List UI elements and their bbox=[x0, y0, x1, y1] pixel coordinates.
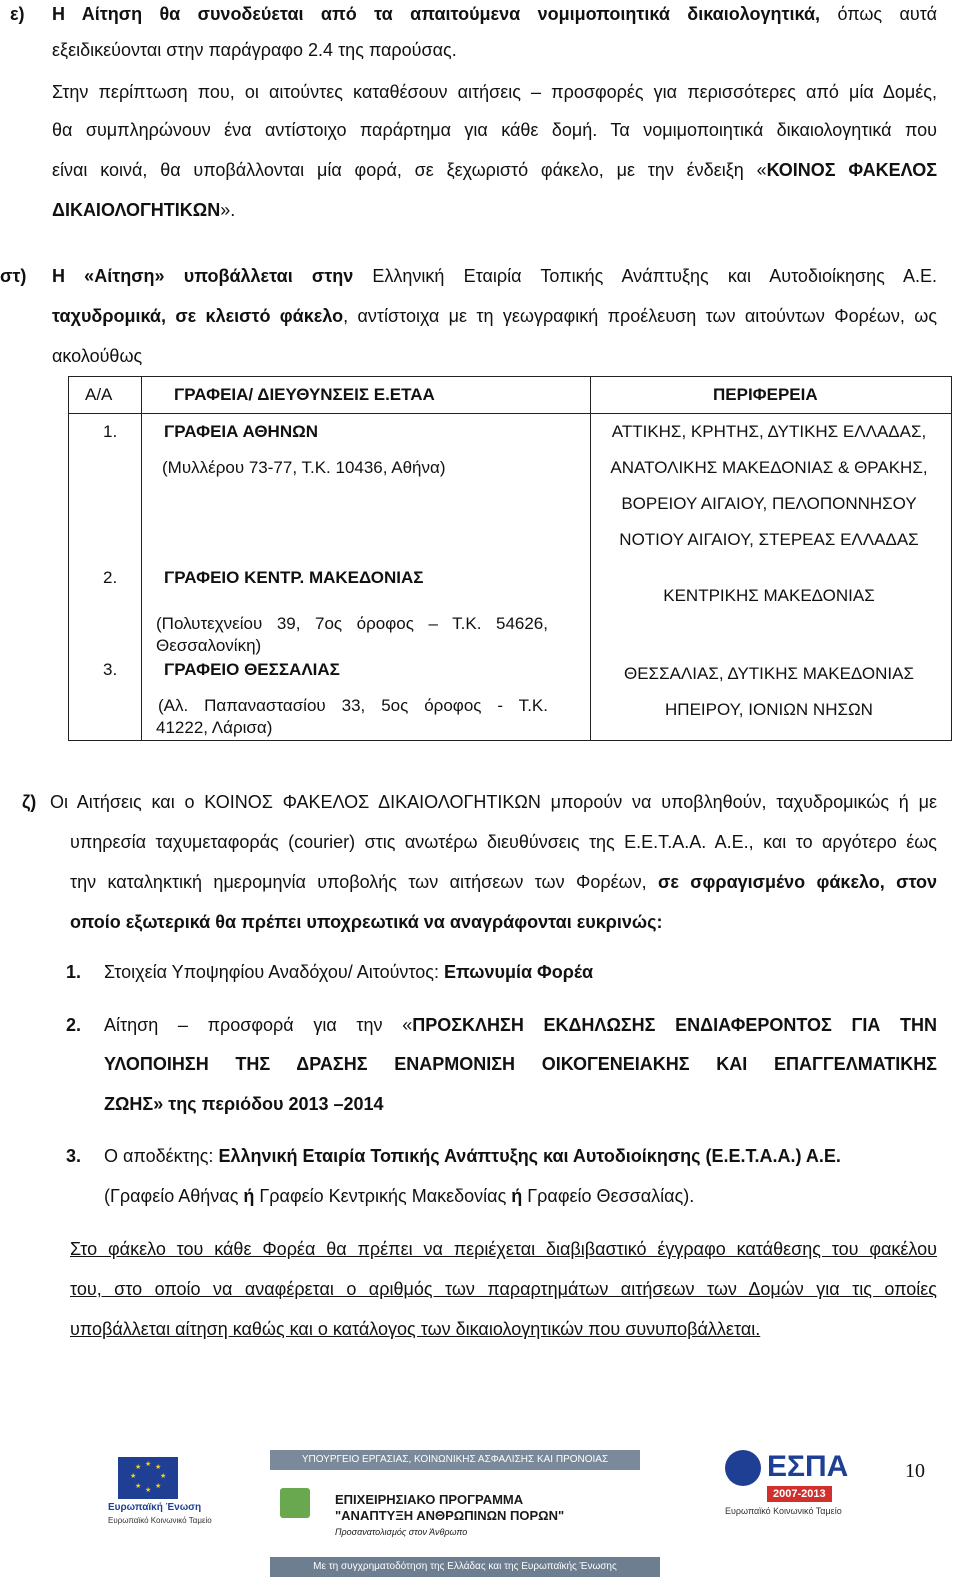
item-3-recipient: Ελληνική Εταιρία Τοπικής Ανάπτυξης και Αυτοδιοίκησης (Ε.Ε.Τ.Α.Α.) Α.Ε. bbox=[213, 1146, 841, 1166]
header-region-cell bbox=[591, 377, 952, 414]
section-e-text-6 bbox=[52, 198, 235, 222]
row2-region-cell bbox=[591, 560, 952, 656]
item-3-office-athens: (Γραφείο Αθήνας bbox=[104, 1186, 244, 1206]
section-e-folder-label-1: ΚΟΙΝΟΣ ΦΑΚΕΛΟΣ bbox=[766, 160, 937, 180]
row3-num-cell bbox=[69, 656, 142, 741]
section-e-lead: Η Αίτηση θα συνοδεύεται από τα απαιτούμενα νομιμοποιητικά δικαιολογητικά, bbox=[52, 4, 821, 24]
item-1-value: Επωνυμία Φορέα bbox=[438, 962, 594, 982]
note-text-1: Στο φάκελο του κάθε Φορέα θα πρέπει να περιέχεται διαβιβαστικό έγγραφο κατάθεσης του φακέλου bbox=[70, 1239, 937, 1259]
section-z-text-3 bbox=[70, 870, 937, 894]
row1-region-4: ΝΟΤΙΟΥ ΑΙΓΑΙΟΥ, ΣΤΕΡΕΑΣ ΕΛΛΑΔΑΣ bbox=[619, 530, 919, 549]
header-region: ΠΕΡΙΦΕΡΕΙΑ bbox=[713, 385, 818, 404]
item-3-office-thessaly: Γραφείο Θεσσαλίας). bbox=[522, 1186, 695, 1206]
row3-address-1: (Αλ. Παπαναστασίου 33, 5ος όροφος - Τ.Κ. bbox=[158, 696, 548, 715]
espa-emblem-icon bbox=[725, 1450, 761, 1486]
header-aa-cell bbox=[69, 377, 142, 414]
section-z-marker: ζ) bbox=[22, 792, 37, 812]
section-e-text-6b: ». bbox=[220, 200, 236, 220]
row1-num-cell bbox=[69, 414, 142, 561]
row3-num: 3. bbox=[103, 660, 118, 679]
row3-region-1: ΘΕΣΣΑΛΙΑΣ, ΔΥΤΙΚΗΣ ΜΑΚΕΔΟΝΙΑΣ bbox=[624, 664, 914, 683]
row1-num: 1. bbox=[103, 422, 118, 441]
section-e-text-2: εξειδικεύονται στην παράγραφο 2.4 της παρούσας. bbox=[52, 40, 457, 60]
section-st-lead: Η «Αίτηση» υποβάλλεται στην bbox=[52, 266, 354, 286]
section-e-line-5 bbox=[0, 158, 960, 182]
item-3-or-2: ή bbox=[511, 1186, 523, 1206]
item-3-or-1: ή bbox=[243, 1186, 255, 1206]
item-3-office-macedonia: Γραφείο Κεντρικής Μακεδονίας bbox=[254, 1186, 512, 1206]
section-z-line-2 bbox=[0, 830, 960, 854]
table-header-row bbox=[69, 377, 952, 414]
espa-name: ΕΣΠΑ bbox=[767, 1450, 849, 1483]
section-st-marker: στ) bbox=[0, 266, 27, 286]
note-line-2 bbox=[0, 1277, 960, 1301]
section-z-line-4 bbox=[0, 910, 960, 934]
section-e-marker: ε) bbox=[10, 4, 25, 24]
cofinance-banner: Με τη συγχρηματοδότηση της Ελλάδας και της Ευρωπαϊκής Ένωσης bbox=[270, 1557, 660, 1577]
row1-office: ΓΡΑΦΕΙΑ ΑΘΗΝΩΝ bbox=[164, 422, 319, 441]
section-e-line-6 bbox=[0, 198, 960, 222]
row2-num: 2. bbox=[103, 568, 118, 587]
row3-region-cell bbox=[591, 656, 952, 741]
item-2-title-3: ΖΩΗΣ» της περιόδου 2013 –2014 bbox=[104, 1094, 384, 1114]
section-st-line-1 bbox=[0, 264, 960, 288]
section-e-text-5 bbox=[52, 158, 937, 182]
row2-num-cell bbox=[69, 560, 142, 656]
item-2-text-1 bbox=[104, 1013, 937, 1037]
row2-address-2: Θεσσαλονίκη) bbox=[156, 636, 262, 655]
item-1-label: Στοιχεία Υποψηφίου Αναδόχου/ Αιτούντος: bbox=[104, 962, 439, 982]
table-row bbox=[69, 414, 952, 561]
item-2-label: Αίτηση – προσφορά για την « bbox=[104, 1015, 413, 1035]
header-offices-cell bbox=[142, 377, 591, 414]
row2-address-1: (Πολυτεχνείου 39, 7ος όροφος – Τ.Κ. 54626, bbox=[156, 614, 548, 633]
item-1-text bbox=[104, 960, 593, 984]
list-item bbox=[0, 960, 960, 984]
row3-region-2: ΗΠΕΙΡΟΥ, ΙΟΝΙΩΝ ΝΗΣΩΝ bbox=[665, 700, 873, 719]
section-e-text-3: Στην περίπτωση που, οι αιτούντες καταθέσουν αιτήσεις – προσφορές για περισσότερες από μία Δομές, bbox=[52, 82, 937, 102]
row1-office-cell bbox=[142, 414, 591, 561]
section-z-line-3 bbox=[0, 870, 960, 894]
section-e-lead-tail: όπως αυτά bbox=[820, 4, 937, 24]
row1-region-cell bbox=[591, 414, 952, 561]
table-row bbox=[69, 560, 952, 656]
page-number: 10 bbox=[905, 1460, 925, 1482]
row1-region-3: ΒΟΡΕΙΟΥ ΑΙΓΑΙΟΥ, ΠΕΛΟΠΟΝΝΗΣΟΥ bbox=[621, 494, 917, 513]
note-line-1 bbox=[0, 1237, 960, 1261]
row1-address: (Μυλλέρου 73-77, Τ.Κ. 10436, Αθήνα) bbox=[162, 458, 446, 477]
operational-programme-logo-icon bbox=[280, 1488, 310, 1518]
footer-logos bbox=[0, 1440, 960, 1580]
section-st-line-3 bbox=[0, 344, 960, 368]
item-2-title-1: ΠΡΟΣΚΛΗΣΗ ΕΚΔΗΛΩΣΗΣ ΕΝΔΙΑΦΕΡΟΝΤΟΣ ΓΙΑ ΤΗΝ bbox=[412, 1015, 937, 1035]
row2-office: ΓΡΑΦΕΙΟ ΚΕΝΤΡ. ΜΑΚΕΔΟΝΙΑΣ bbox=[164, 568, 424, 587]
section-st-text-2 bbox=[52, 304, 937, 328]
item-2-title-2: ΥΛΟΠΟΙΗΣΗ ΤΗΣ ΔΡΑΣΗΣ ΕΝΑΡΜΟΝΙΣΗ ΟΙΚΟΓΕΝΕΙΑΚΗΣ ΚΑΙ ΕΠΑΓΓΕΛΜΑΤΙΚΗΣ bbox=[104, 1054, 937, 1074]
section-z-text-3b: σε σφραγισμένο φάκελο, στον bbox=[646, 872, 937, 892]
ministry-banner: ΥΠΟΥΡΓΕΙΟ ΕΡΓΑΣΙΑΣ, ΚΟΙΝΩΝΙΚΗΣ ΑΣΦΑΛΙΣΗΣ ΚΑΙ ΠΡΟΝΟΙΑΣ bbox=[270, 1450, 640, 1470]
section-z-text-3a: την καταληκτική ημερομηνία υποβολής των αιτήσεων των Φορέων, bbox=[70, 872, 647, 892]
header-aa: Α/Α bbox=[85, 385, 113, 404]
section-e-line-4 bbox=[0, 118, 960, 142]
eu-sub-label: Ευρωπαϊκό Κοινωνικό Ταμείο bbox=[108, 1516, 212, 1525]
section-z-text-2: υπηρεσία ταχυμεταφοράς (courier) στις ανωτέρω διευθύνσεις της Ε.Ε.Τ.Α.Α. Α.Ε., και το αργότερο έως bbox=[70, 832, 937, 852]
section-e-line-1 bbox=[0, 2, 960, 26]
row2-office-cell bbox=[142, 560, 591, 656]
section-e-text-4: θα συμπληρώνουν ένα αντίστοιχο παράρτημα για κάθε δομή. Τα νομιμοποιητικά δικαιολογητικά που bbox=[52, 120, 937, 140]
eu-flag-icon: ★ ★ ★ ★ ★ ★ ★ ★ bbox=[118, 1457, 178, 1499]
operational-programme-text bbox=[335, 1492, 564, 1540]
section-st-tail-2: , αντίστοιχα με τη γεωγραφική προέλευση των αιτούντων Φορέων, ως bbox=[343, 306, 937, 326]
item-2-line-3 bbox=[0, 1092, 960, 1116]
item-2-number: 2. bbox=[66, 1015, 82, 1035]
item-3-number: 3. bbox=[66, 1146, 82, 1166]
section-st-text-1 bbox=[52, 264, 937, 288]
list-item bbox=[0, 1013, 960, 1037]
espa-sub: Ευρωπαϊκό Κοινωνικό Ταμείο bbox=[725, 1506, 842, 1516]
section-e-text-5a: είναι κοινά, θα υποβάλλονται μία φορά, σε ξεχωριστό φάκελο, με την ένδειξη « bbox=[52, 160, 767, 180]
op-line-1: ΕΠΙΧΕΙΡΗΣΙΑΚΟ ΠΡΟΓΡΑΜΜΑ bbox=[335, 1492, 524, 1507]
note-text-3: υποβάλλεται αίτηση καθώς και ο κατάλογος των δικαιολογητικών που συνυποβάλλεται. bbox=[70, 1319, 761, 1339]
section-e-line-3 bbox=[0, 80, 960, 104]
item-2-line-2 bbox=[0, 1052, 960, 1076]
op-line-3: Προσανατολισμός στον Άνθρωπο bbox=[335, 1527, 468, 1537]
eu-label: Ευρωπαϊκή Ένωση bbox=[108, 1502, 202, 1513]
section-st-bold-2: ταχυδρομικά, σε κλειστό φάκελο bbox=[52, 306, 344, 326]
row3-office: ΓΡΑΦΕΙΟ ΘΕΣΣΑΛΙΑΣ bbox=[164, 660, 340, 679]
item-3-text-1 bbox=[104, 1144, 841, 1168]
op-line-2: "ΑΝΑΠΤΥΞΗ ΑΝΘΡΩΠΙΝΩΝ ΠΟΡΩΝ" bbox=[335, 1508, 565, 1523]
item-1-number: 1. bbox=[66, 962, 82, 982]
section-st-line-2 bbox=[0, 304, 960, 328]
row3-address-2: 41222, Λάρισα) bbox=[156, 718, 273, 737]
section-z-line-1 bbox=[0, 790, 960, 814]
section-z-text-1: Οι Αιτήσεις και ο ΚΟΙΝΟΣ ΦΑΚΕΛΟΣ ΔΙΚΑΙΟΛΟΓΗΤΙΚΩΝ μπορούν να υποβληθούν, ταχυδρομικώς ή με bbox=[50, 792, 937, 812]
note-line-3 bbox=[0, 1317, 960, 1341]
section-st-text-3: ακολούθως bbox=[52, 346, 143, 366]
note-text-2: του, στο οποίο να αναφέρεται ο αριθμός των παραρτημάτων αιτήσεων των Δομών για τις οποίες bbox=[70, 1279, 937, 1299]
section-e-line-2 bbox=[0, 38, 960, 62]
item-3-label: Ο αποδέκτης: bbox=[104, 1146, 214, 1166]
row3-office-cell bbox=[142, 656, 591, 741]
header-offices: ΓΡΑΦΕΙΑ/ ΔΙΕΥΘΥΝΣΕΙΣ Ε.ΕΤΑΑ bbox=[174, 385, 435, 404]
item-3-line-2 bbox=[0, 1184, 960, 1208]
table-row bbox=[69, 656, 952, 741]
section-z-text-4: οποίο εξωτερικά θα πρέπει υποχρεωτικά να αναγράφονται ευκρινώς: bbox=[70, 912, 663, 932]
espa-logo bbox=[725, 1450, 875, 1524]
row2-region-1: ΚΕΝΤΡΙΚΗΣ ΜΑΚΕΔΟΝΙΑΣ bbox=[663, 586, 875, 605]
row1-region-1: ΑΤΤΙΚΗΣ, ΚΡΗΤΗΣ, ΔΥΤΙΚΗΣ ΕΛΛΑΔΑΣ, bbox=[611, 422, 927, 441]
offices-table bbox=[68, 376, 952, 741]
section-st-lead-tail: Ελληνική Εταιρία Τοπικής Ανάπτυξης και Αυτοδιοίκησης Α.Ε. bbox=[353, 266, 937, 286]
row1-region-2: ΑΝΑΤΟΛΙΚΗΣ ΜΑΚΕΔΟΝΙΑΣ & ΘΡΑΚΗΣ, bbox=[610, 458, 928, 477]
item-3-text-2 bbox=[104, 1184, 694, 1208]
list-item bbox=[0, 1144, 960, 1168]
section-e-folder-label-2: ΔΙΚΑΙΟΛΟΓΗΤΙΚΩΝ bbox=[52, 200, 221, 220]
espa-years: 2007-2013 bbox=[767, 1486, 832, 1502]
